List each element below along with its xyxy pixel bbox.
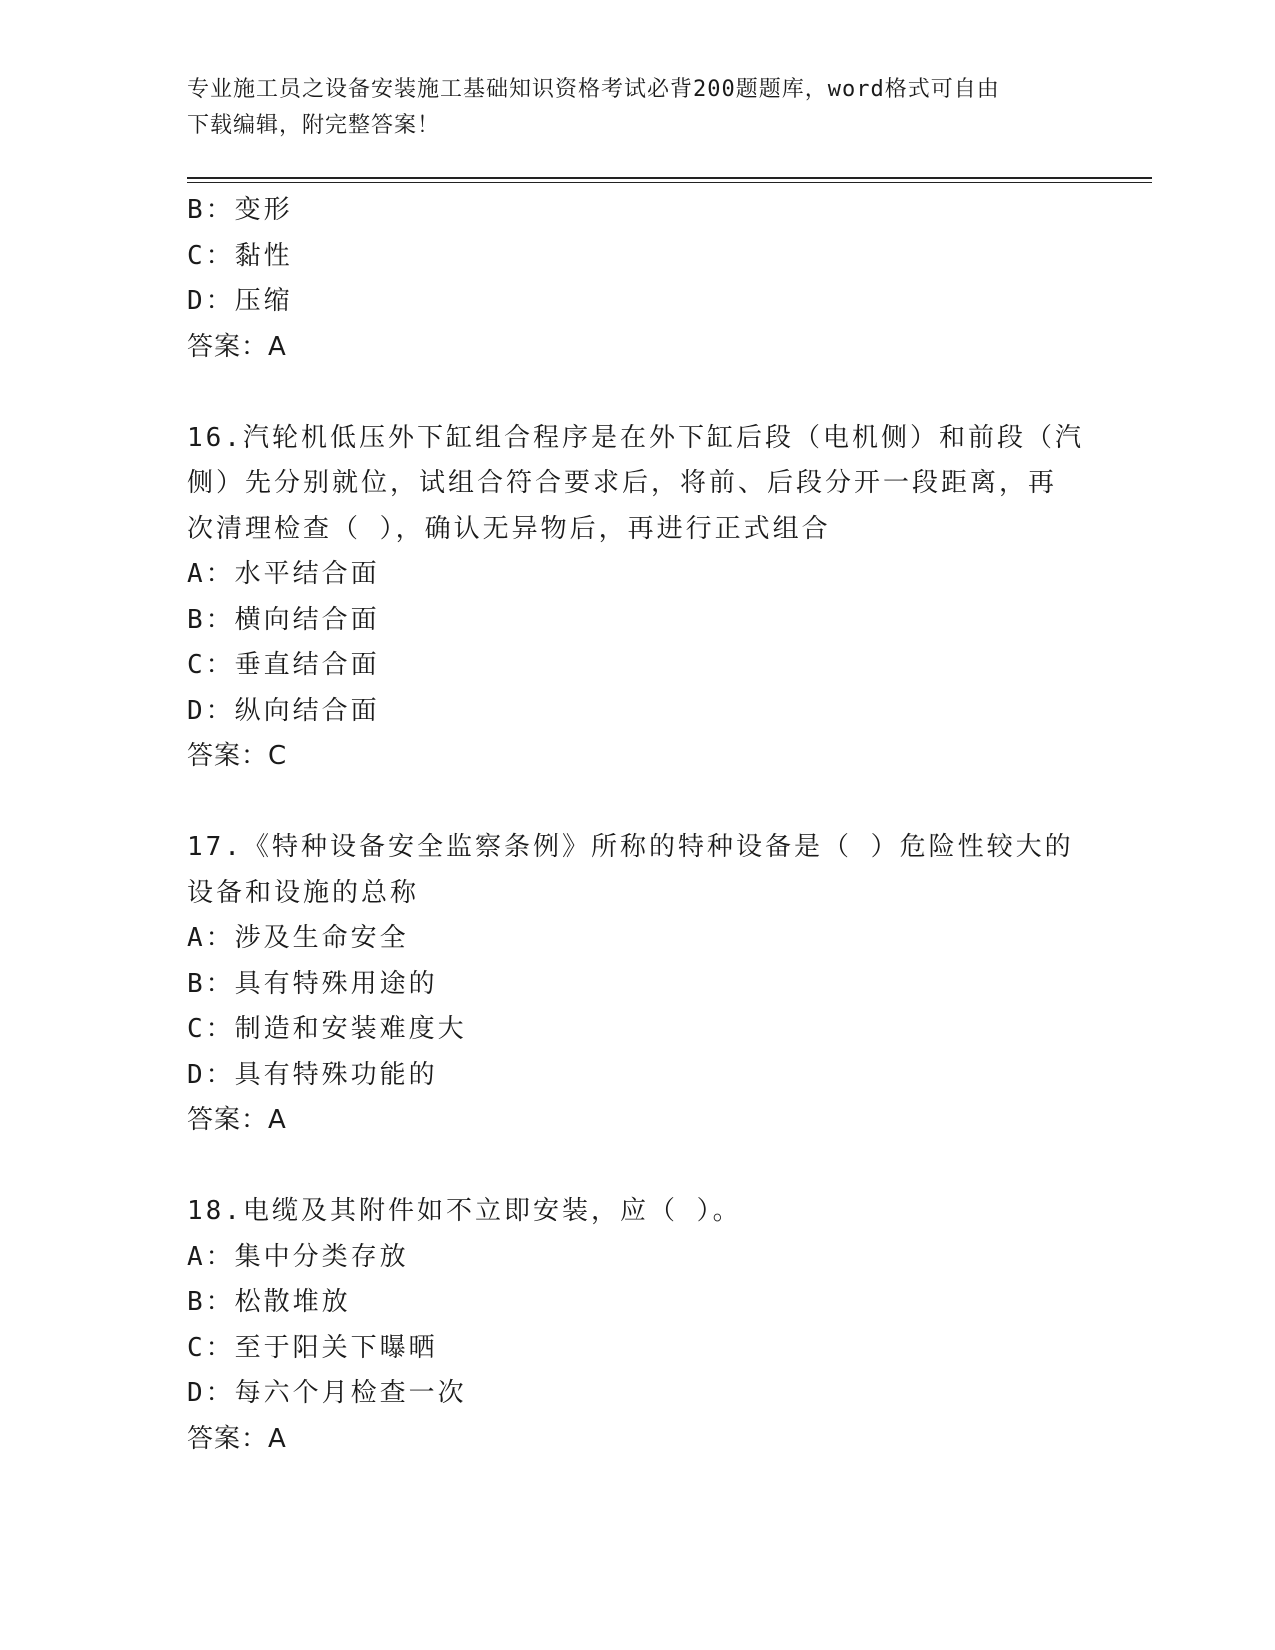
answer: 答案：C <box>187 741 288 771</box>
option-d: D：压缩 <box>187 286 293 316</box>
option-b: B：横向结合面 <box>187 604 380 635</box>
question-17 <box>187 825 1087 1144</box>
answer: 答案：A <box>187 331 287 362</box>
header-line-1: 专业施工员之设备安装施工基础知识资格考试必背200题题库，word格式可自由 <box>187 77 1000 102</box>
spacer <box>187 370 1087 416</box>
option-d: D：每六个月检查一次 <box>187 1378 467 1408</box>
question-stem: 侧）先分别就位，试组合符合要求后，将前、后段分开一段距离，再 <box>187 468 1058 498</box>
option-a: A：涉及生命安全 <box>187 923 409 953</box>
question-stem: 18.电缆及其附件如不立即安装，应（ ）。 <box>187 1196 742 1226</box>
question-16 <box>187 416 1087 780</box>
option-d: D：纵向结合面 <box>187 695 380 726</box>
question-stem: 16.汽轮机低压外下缸组合程序是在外下缸后段（电机侧）和前段（汽 <box>187 422 1084 453</box>
header-rule-thin <box>187 182 1152 183</box>
option-d: D：具有特殊功能的 <box>187 1059 438 1090</box>
header-line-2: 下载编辑，附完整答案！ <box>187 113 441 138</box>
header-rule-thick <box>187 177 1152 179</box>
answer: 答案：A <box>187 1423 287 1454</box>
answer: 答案：A <box>187 1105 287 1135</box>
option-a: A：水平结合面 <box>187 559 380 589</box>
page-header <box>187 72 1067 144</box>
question-stem: 设备和设施的总称 <box>187 877 420 908</box>
option-a: A：集中分类存放 <box>187 1241 409 1272</box>
option-c: C：制造和安装难度大 <box>187 1014 467 1044</box>
option-c: C：至于阳关下曝晒 <box>187 1332 438 1363</box>
question-stem: 17.《特种设备安全监察条例》所称的特种设备是（ ）危险性较大的 <box>187 832 1074 862</box>
question-stem: 次清理检查（ ），确认无异物后，再进行正式组合 <box>187 513 831 544</box>
spacer <box>187 780 1087 826</box>
spacer <box>187 1144 1087 1190</box>
option-c: C：黏性 <box>187 240 293 271</box>
question-18 <box>187 1189 1087 1462</box>
option-b: B：松散堆放 <box>187 1287 351 1317</box>
option-c: C：垂直结合面 <box>187 650 380 680</box>
question-15-tail <box>187 188 1087 370</box>
option-b: B：具有特殊用途的 <box>187 968 438 999</box>
option-b: B：变形 <box>187 195 293 225</box>
question-list <box>187 188 1087 1462</box>
